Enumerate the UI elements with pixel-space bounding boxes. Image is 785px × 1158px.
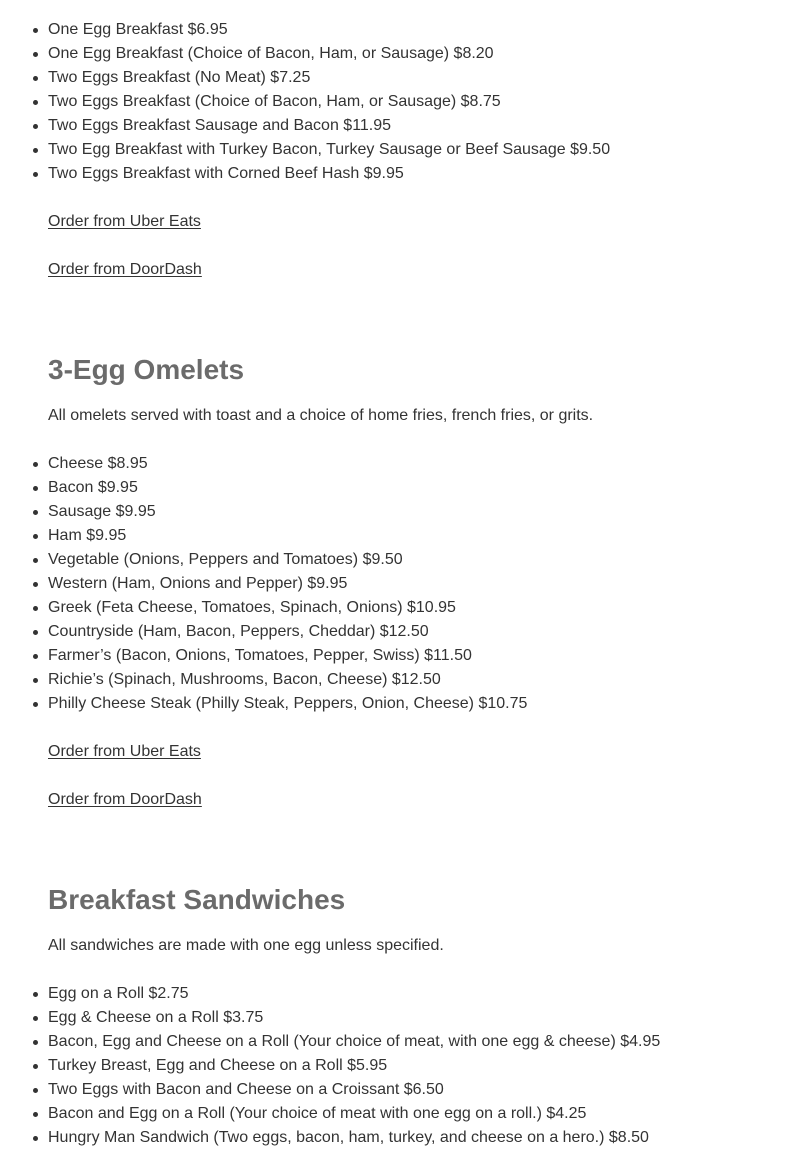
section-description: All sandwiches are made with one egg unless specified. [48, 937, 444, 954]
order-uber-eats-link[interactable]: Order from Uber Eats [48, 213, 201, 230]
sandwiches-list [48, 982, 785, 1150]
list-item: Richie’s (Spinach, Mushrooms, Bacon, Cheese) $12.50 [48, 668, 785, 692]
list-item: Two Eggs Breakfast (Choice of Bacon, Ham, or Sausage) $8.75 [48, 90, 785, 114]
section-description: All omelets served with toast and a choice of home fries, french fries, or grits. [48, 407, 594, 424]
list-item: Vegetable (Onions, Peppers and Tomatoes) $9.50 [48, 548, 785, 572]
list-item: Greek (Feta Cheese, Tomatoes, Spinach, Onions) $10.95 [48, 596, 785, 620]
list-item: One Egg Breakfast $6.95 [48, 18, 785, 42]
list-item: Two Eggs Breakfast with Corned Beef Hash $9.95 [48, 162, 785, 186]
list-item: Countryside (Ham, Bacon, Peppers, Cheddar) $12.50 [48, 620, 785, 644]
order-uber-eats-link[interactable]: Order from Uber Eats [48, 743, 201, 760]
list-item: Farmer’s (Bacon, Onions, Tomatoes, Pepper, Swiss) $11.50 [48, 644, 785, 668]
list-item: Philly Cheese Steak (Philly Steak, Peppers, Onion, Cheese) $10.75 [48, 692, 785, 716]
list-item: Sausage $9.95 [48, 500, 785, 524]
list-item: One Egg Breakfast (Choice of Bacon, Ham, or Sausage) $8.20 [48, 42, 785, 66]
omelets-section [48, 352, 785, 812]
order-doordash-link[interactable]: Order from DoorDash [48, 791, 202, 808]
egg-breakfast-section [48, 18, 785, 282]
list-item: Ham $9.95 [48, 524, 785, 548]
list-item: Bacon $9.95 [48, 476, 785, 500]
list-item: Western (Ham, Onions and Pepper) $9.95 [48, 572, 785, 596]
order-doordash-link[interactable]: Order from DoorDash [48, 261, 202, 278]
section-title: Breakfast Sandwiches [48, 884, 346, 915]
list-item: Bacon, Egg and Cheese on a Roll (Your choice of meat, with one egg & cheese) $4.95 [48, 1030, 785, 1054]
list-item: Cheese $8.95 [48, 452, 785, 476]
egg-breakfast-list [48, 18, 785, 186]
list-item: Turkey Breast, Egg and Cheese on a Roll $5.95 [48, 1054, 785, 1078]
list-item: Two Eggs Breakfast (No Meat) $7.25 [48, 66, 785, 90]
list-item: Two Eggs Breakfast Sausage and Bacon $11.95 [48, 114, 785, 138]
list-item: Two Egg Breakfast with Turkey Bacon, Turkey Sausage or Beef Sausage $9.50 [48, 138, 785, 162]
list-item: Bacon and Egg on a Roll (Your choice of meat with one egg on a roll.) $4.25 [48, 1102, 785, 1126]
omelets-list [48, 452, 785, 716]
sandwiches-section [48, 882, 785, 1150]
list-item: Egg & Cheese on a Roll $3.75 [48, 1006, 785, 1030]
list-item: Hungry Man Sandwich (Two eggs, bacon, ham, turkey, and cheese on a hero.) $8.50 [48, 1126, 785, 1150]
list-item: Two Eggs with Bacon and Cheese on a Croissant $6.50 [48, 1078, 785, 1102]
section-title: 3-Egg Omelets [48, 354, 245, 385]
list-item: Egg on a Roll $2.75 [48, 982, 785, 1006]
